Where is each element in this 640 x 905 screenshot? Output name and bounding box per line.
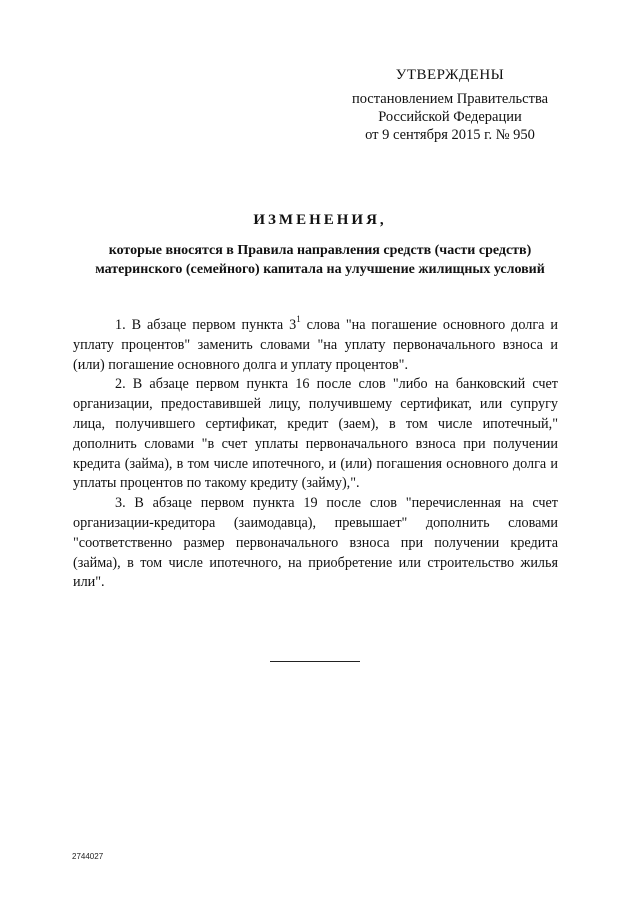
amendment-1-superscript: 1 — [296, 314, 301, 324]
approval-title: УТВЕРЖДЕНЫ — [395, 67, 505, 83]
approval-block — [300, 66, 600, 144]
amendment-1-rest: слова "на погашение основного долга и уплату процентов" заменить словами "на уплату первоначального взноса и (или) погашение основного долга и уплату процентов". — [73, 317, 558, 373]
approval-line-3: от 9 сентября 2015 г. № 950 — [365, 127, 535, 143]
amendments-body — [73, 316, 558, 593]
amendment-item-2: 2. В абзаце первом пункта 16 после слов "либо на банковский счет организации, предоставившей лицу, получившему сертификат, или супругу лица, получившего сертификат, кредит (заем), в том числе ипотечный," дополнить словами "в счет уплаты первоначального взноса при получении кредита (займа), в том числе ипотечного, и (или) погашения основного долга и уплаты процентов по такому кредиту (займу),". — [73, 376, 558, 492]
amendment-item-1 — [73, 316, 558, 375]
approval-line-1: постановлением Правительства — [351, 91, 549, 107]
end-divider — [270, 661, 360, 662]
amendment-item-3: 3. В абзаце первом пункта 19 после слов "перечисленная на счет организации-кредитора (заимодавца), превышает" дополнить словами "соответственно размер первоначального взноса при получении кредита (займа), в том числе ипотечного, на приобретение или строительство жилья или". — [73, 495, 558, 591]
amendment-1-start: 1. В абзаце первом пункта 3 — [115, 317, 297, 333]
document-number: 2744027 — [72, 852, 104, 861]
document-subtitle — [40, 241, 600, 279]
subtitle-line-1: которые вносятся в Правила направления средств (части средств) — [108, 243, 532, 258]
document-heading: ИЗМЕНЕНИЯ, — [253, 212, 387, 228]
approval-line-2: Российской Федерации — [378, 109, 522, 125]
subtitle-line-2: материнского (семейного) капитала на улучшение жилищных условий — [95, 262, 545, 277]
